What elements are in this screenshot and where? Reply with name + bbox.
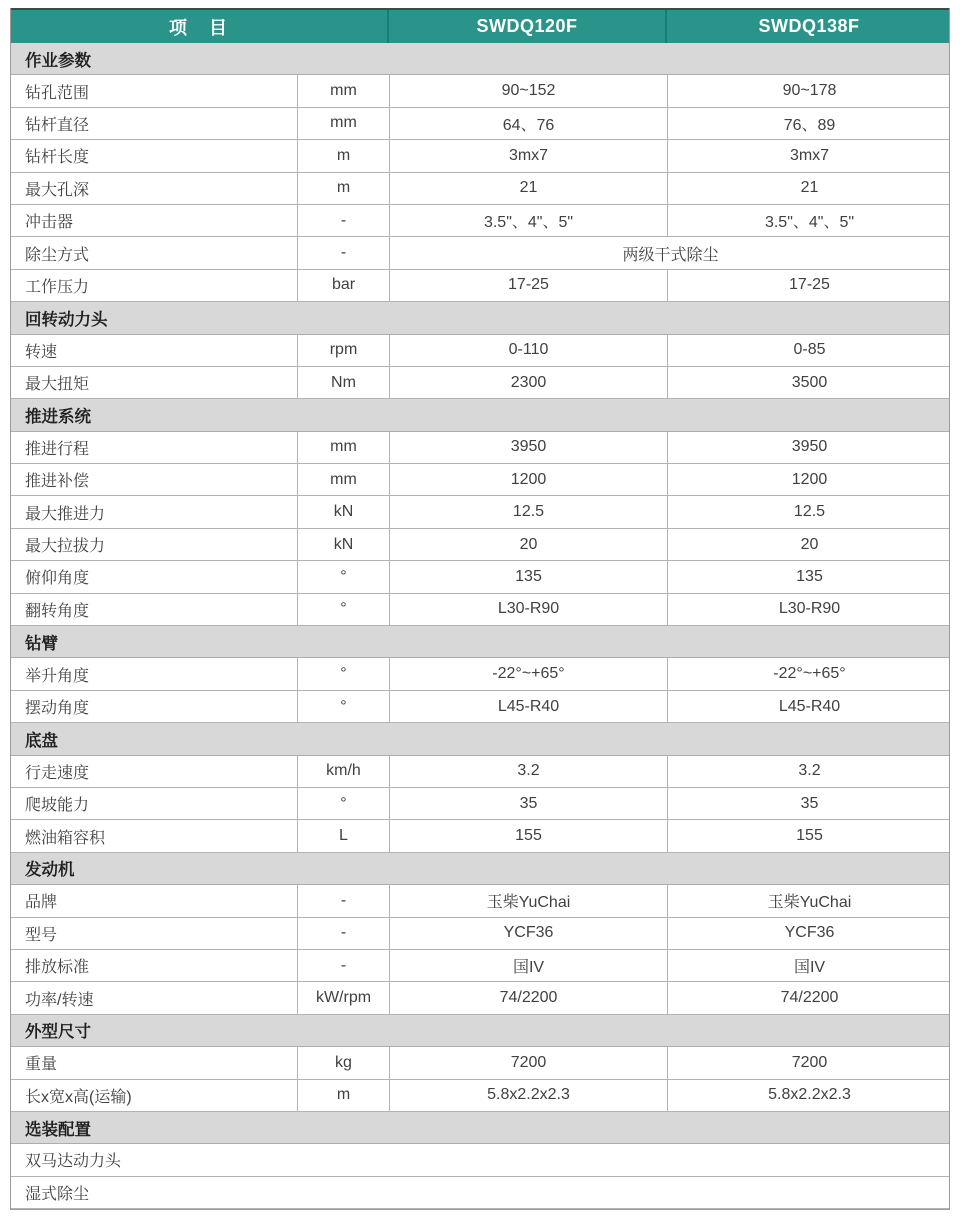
table-row: [11, 594, 949, 626]
row-unit: °: [298, 658, 390, 689]
row-unit: bar: [298, 270, 390, 301]
table-row: [11, 270, 949, 302]
row-value-swdq138f: 35: [800, 794, 819, 812]
row-label: 排放标准: [11, 950, 298, 981]
section-title: 发动机: [25, 861, 75, 880]
row-value-swdq138f: 135: [796, 567, 823, 585]
row-value-swdq138f: 21: [800, 179, 819, 197]
row-unit: -: [298, 950, 390, 981]
table-row: [11, 561, 949, 593]
spec-table: [10, 8, 950, 1210]
row-label: 爬坡能力: [11, 788, 298, 819]
row-label: 除尘方式: [11, 237, 298, 268]
row-value-swdq120f: 5.8x2.2x2.3: [390, 1080, 668, 1111]
row-unit: km/h: [298, 756, 390, 787]
row-value-swdq138f: 3500: [791, 373, 828, 391]
table-row: [11, 788, 949, 820]
table-body: [11, 43, 949, 1209]
row-value-swdq138f: 3.2: [798, 762, 821, 780]
row-label: 湿式除尘: [25, 1185, 90, 1203]
row-value-swdq120f: 3.2: [390, 756, 668, 787]
row-value-swdq138f: 3mx7: [789, 146, 830, 164]
row-label: 最大孔深: [11, 173, 298, 204]
row-value-swdq138f: L30-R90: [778, 600, 841, 618]
row-unit: -: [298, 918, 390, 949]
table-row: [11, 1177, 949, 1209]
row-label: 俯仰角度: [11, 561, 298, 592]
row-label: 型号: [11, 918, 298, 949]
table-row: [11, 367, 949, 399]
section-header-row: [11, 626, 949, 658]
table-row: [11, 205, 949, 237]
section-title: 底盘: [25, 731, 58, 750]
row-unit: m: [298, 173, 390, 204]
row-value-swdq138f: 12.5: [793, 503, 826, 521]
row-value-merged: 两级干式除尘: [622, 246, 719, 264]
row-value-swdq120f: 1200: [390, 464, 668, 495]
row-value-swdq120f: 3.5"、4"、5": [390, 205, 668, 236]
row-value-swdq120f: 74/2200: [390, 982, 668, 1013]
row-label: 燃油箱容积: [11, 820, 298, 851]
row-unit: m: [298, 1080, 390, 1111]
table-header-row: [11, 8, 949, 43]
row-value-swdq138f: 3950: [791, 438, 828, 456]
row-value-swdq138f: 5.8x2.2x2.3: [768, 1086, 851, 1104]
row-value-swdq120f: L45-R40: [390, 691, 668, 722]
row-unit: -: [298, 885, 390, 916]
row-value-swdq120f: -22°~+65°: [390, 658, 668, 689]
row-value-swdq138f: L45-R40: [778, 697, 841, 715]
row-unit: kN: [298, 496, 390, 527]
row-value-swdq138f: 90~178: [782, 82, 837, 100]
row-value-swdq138f: 玉柴YuChai: [767, 894, 852, 912]
row-unit: °: [298, 788, 390, 819]
row-label: 双马达动力头: [25, 1153, 122, 1171]
table-row: [11, 950, 949, 982]
header-model-swdq120f: SWDQ120F: [389, 10, 667, 43]
header-item-label: 项 目: [11, 10, 389, 43]
row-value-swdq138f: 3.5"、4"、5": [764, 214, 855, 232]
row-value-swdq120f: YCF36: [390, 918, 668, 949]
row-label: 最大拉拔力: [11, 529, 298, 560]
section-title: 作业参数: [25, 51, 91, 70]
row-value-swdq120f: 0-110: [390, 335, 668, 366]
table-row: [11, 982, 949, 1014]
row-value-swdq120f: 35: [390, 788, 668, 819]
row-label: 最大扭矩: [11, 367, 298, 398]
row-unit: -: [298, 205, 390, 236]
row-label: 最大推进力: [11, 496, 298, 527]
section-title: 钻臂: [25, 634, 58, 653]
table-row: [11, 1047, 949, 1079]
row-unit: -: [298, 237, 390, 268]
row-label: 举升角度: [11, 658, 298, 689]
row-label: 冲击器: [11, 205, 298, 236]
row-value-swdq120f: 玉柴YuChai: [390, 885, 668, 916]
row-unit: L: [298, 820, 390, 851]
row-unit: rpm: [298, 335, 390, 366]
row-value-swdq120f: 12.5: [390, 496, 668, 527]
table-row: [11, 1080, 949, 1112]
table-row: [11, 820, 949, 852]
row-value-swdq120f: 64、76: [390, 108, 668, 139]
row-unit: kg: [298, 1047, 390, 1078]
row-value-swdq138f: 17-25: [789, 276, 830, 294]
row-label: 工作压力: [11, 270, 298, 301]
row-unit: Nm: [298, 367, 390, 398]
row-label: 行走速度: [11, 756, 298, 787]
row-value-swdq120f: 21: [390, 173, 668, 204]
row-value-swdq138f: 74/2200: [780, 989, 839, 1007]
row-unit: mm: [298, 464, 390, 495]
table-row: [11, 464, 949, 496]
table-row: [11, 237, 949, 269]
row-label: 摆动角度: [11, 691, 298, 722]
section-header-row: [11, 853, 949, 885]
table-row: [11, 885, 949, 917]
row-unit: °: [298, 594, 390, 625]
row-unit: kW/rpm: [298, 982, 390, 1013]
table-row: [11, 918, 949, 950]
row-value-swdq120f: 155: [390, 820, 668, 851]
table-row: [11, 140, 949, 172]
section-title: 选装配置: [25, 1120, 91, 1139]
row-value-swdq120f: 20: [390, 529, 668, 560]
row-value-swdq120f: 135: [390, 561, 668, 592]
table-row: [11, 1144, 949, 1176]
row-value-swdq138f: -22°~+65°: [773, 665, 846, 683]
row-label: 转速: [11, 335, 298, 366]
table-row: [11, 75, 949, 107]
row-unit: kN: [298, 529, 390, 560]
section-title: 推进系统: [25, 407, 91, 426]
row-value-swdq138f: 0-85: [793, 341, 826, 359]
row-label: 推进补偿: [11, 464, 298, 495]
row-value-swdq138f: 7200: [791, 1053, 828, 1071]
row-label: 钻孔范围: [11, 75, 298, 106]
row-label: 品牌: [11, 885, 298, 916]
section-header-row: [11, 399, 949, 431]
table-row: [11, 432, 949, 464]
row-value-swdq138f: 1200: [791, 470, 828, 488]
row-value-swdq120f: 90~152: [390, 75, 668, 106]
section-header-row: [11, 43, 949, 75]
row-value-swdq120f: 3mx7: [390, 140, 668, 171]
row-value-swdq120f: 17-25: [390, 270, 668, 301]
section-header-row: [11, 1112, 949, 1144]
row-unit: mm: [298, 432, 390, 463]
row-value-swdq138f: 国IV: [793, 959, 826, 977]
row-value-swdq138f: YCF36: [784, 924, 835, 942]
row-label: 长x宽x高(运输): [11, 1080, 298, 1111]
table-row: [11, 335, 949, 367]
row-value-swdq120f: 2300: [390, 367, 668, 398]
row-value-swdq120f: 7200: [390, 1047, 668, 1078]
table-row: [11, 529, 949, 561]
row-unit: mm: [298, 75, 390, 106]
row-label: 钻杆直径: [11, 108, 298, 139]
row-value-swdq138f: 20: [800, 535, 819, 553]
row-value-swdq120f: L30-R90: [390, 594, 668, 625]
row-label: 钻杆长度: [11, 140, 298, 171]
table-row: [11, 173, 949, 205]
row-value-swdq120f: 3950: [390, 432, 668, 463]
section-header-row: [11, 302, 949, 334]
row-unit: °: [298, 561, 390, 592]
table-row: [11, 756, 949, 788]
row-label: 重量: [11, 1047, 298, 1078]
row-value-swdq120f: 国IV: [390, 950, 668, 981]
section-title: 回转动力头: [25, 310, 108, 329]
section-header-row: [11, 723, 949, 755]
header-model-swdq138f: SWDQ138F: [758, 16, 860, 36]
row-label: 推进行程: [11, 432, 298, 463]
section-title: 外型尺寸: [25, 1023, 91, 1042]
row-value-swdq138f: 155: [796, 827, 823, 845]
table-row: [11, 691, 949, 723]
section-header-row: [11, 1015, 949, 1047]
table-row: [11, 658, 949, 690]
row-label: 功率/转速: [11, 982, 298, 1013]
table-row: [11, 496, 949, 528]
table-row: [11, 108, 949, 140]
row-value-swdq138f: 76、89: [783, 116, 836, 134]
row-unit: °: [298, 691, 390, 722]
row-unit: mm: [298, 108, 390, 139]
row-label: 翻转角度: [11, 594, 298, 625]
row-unit: m: [298, 140, 390, 171]
